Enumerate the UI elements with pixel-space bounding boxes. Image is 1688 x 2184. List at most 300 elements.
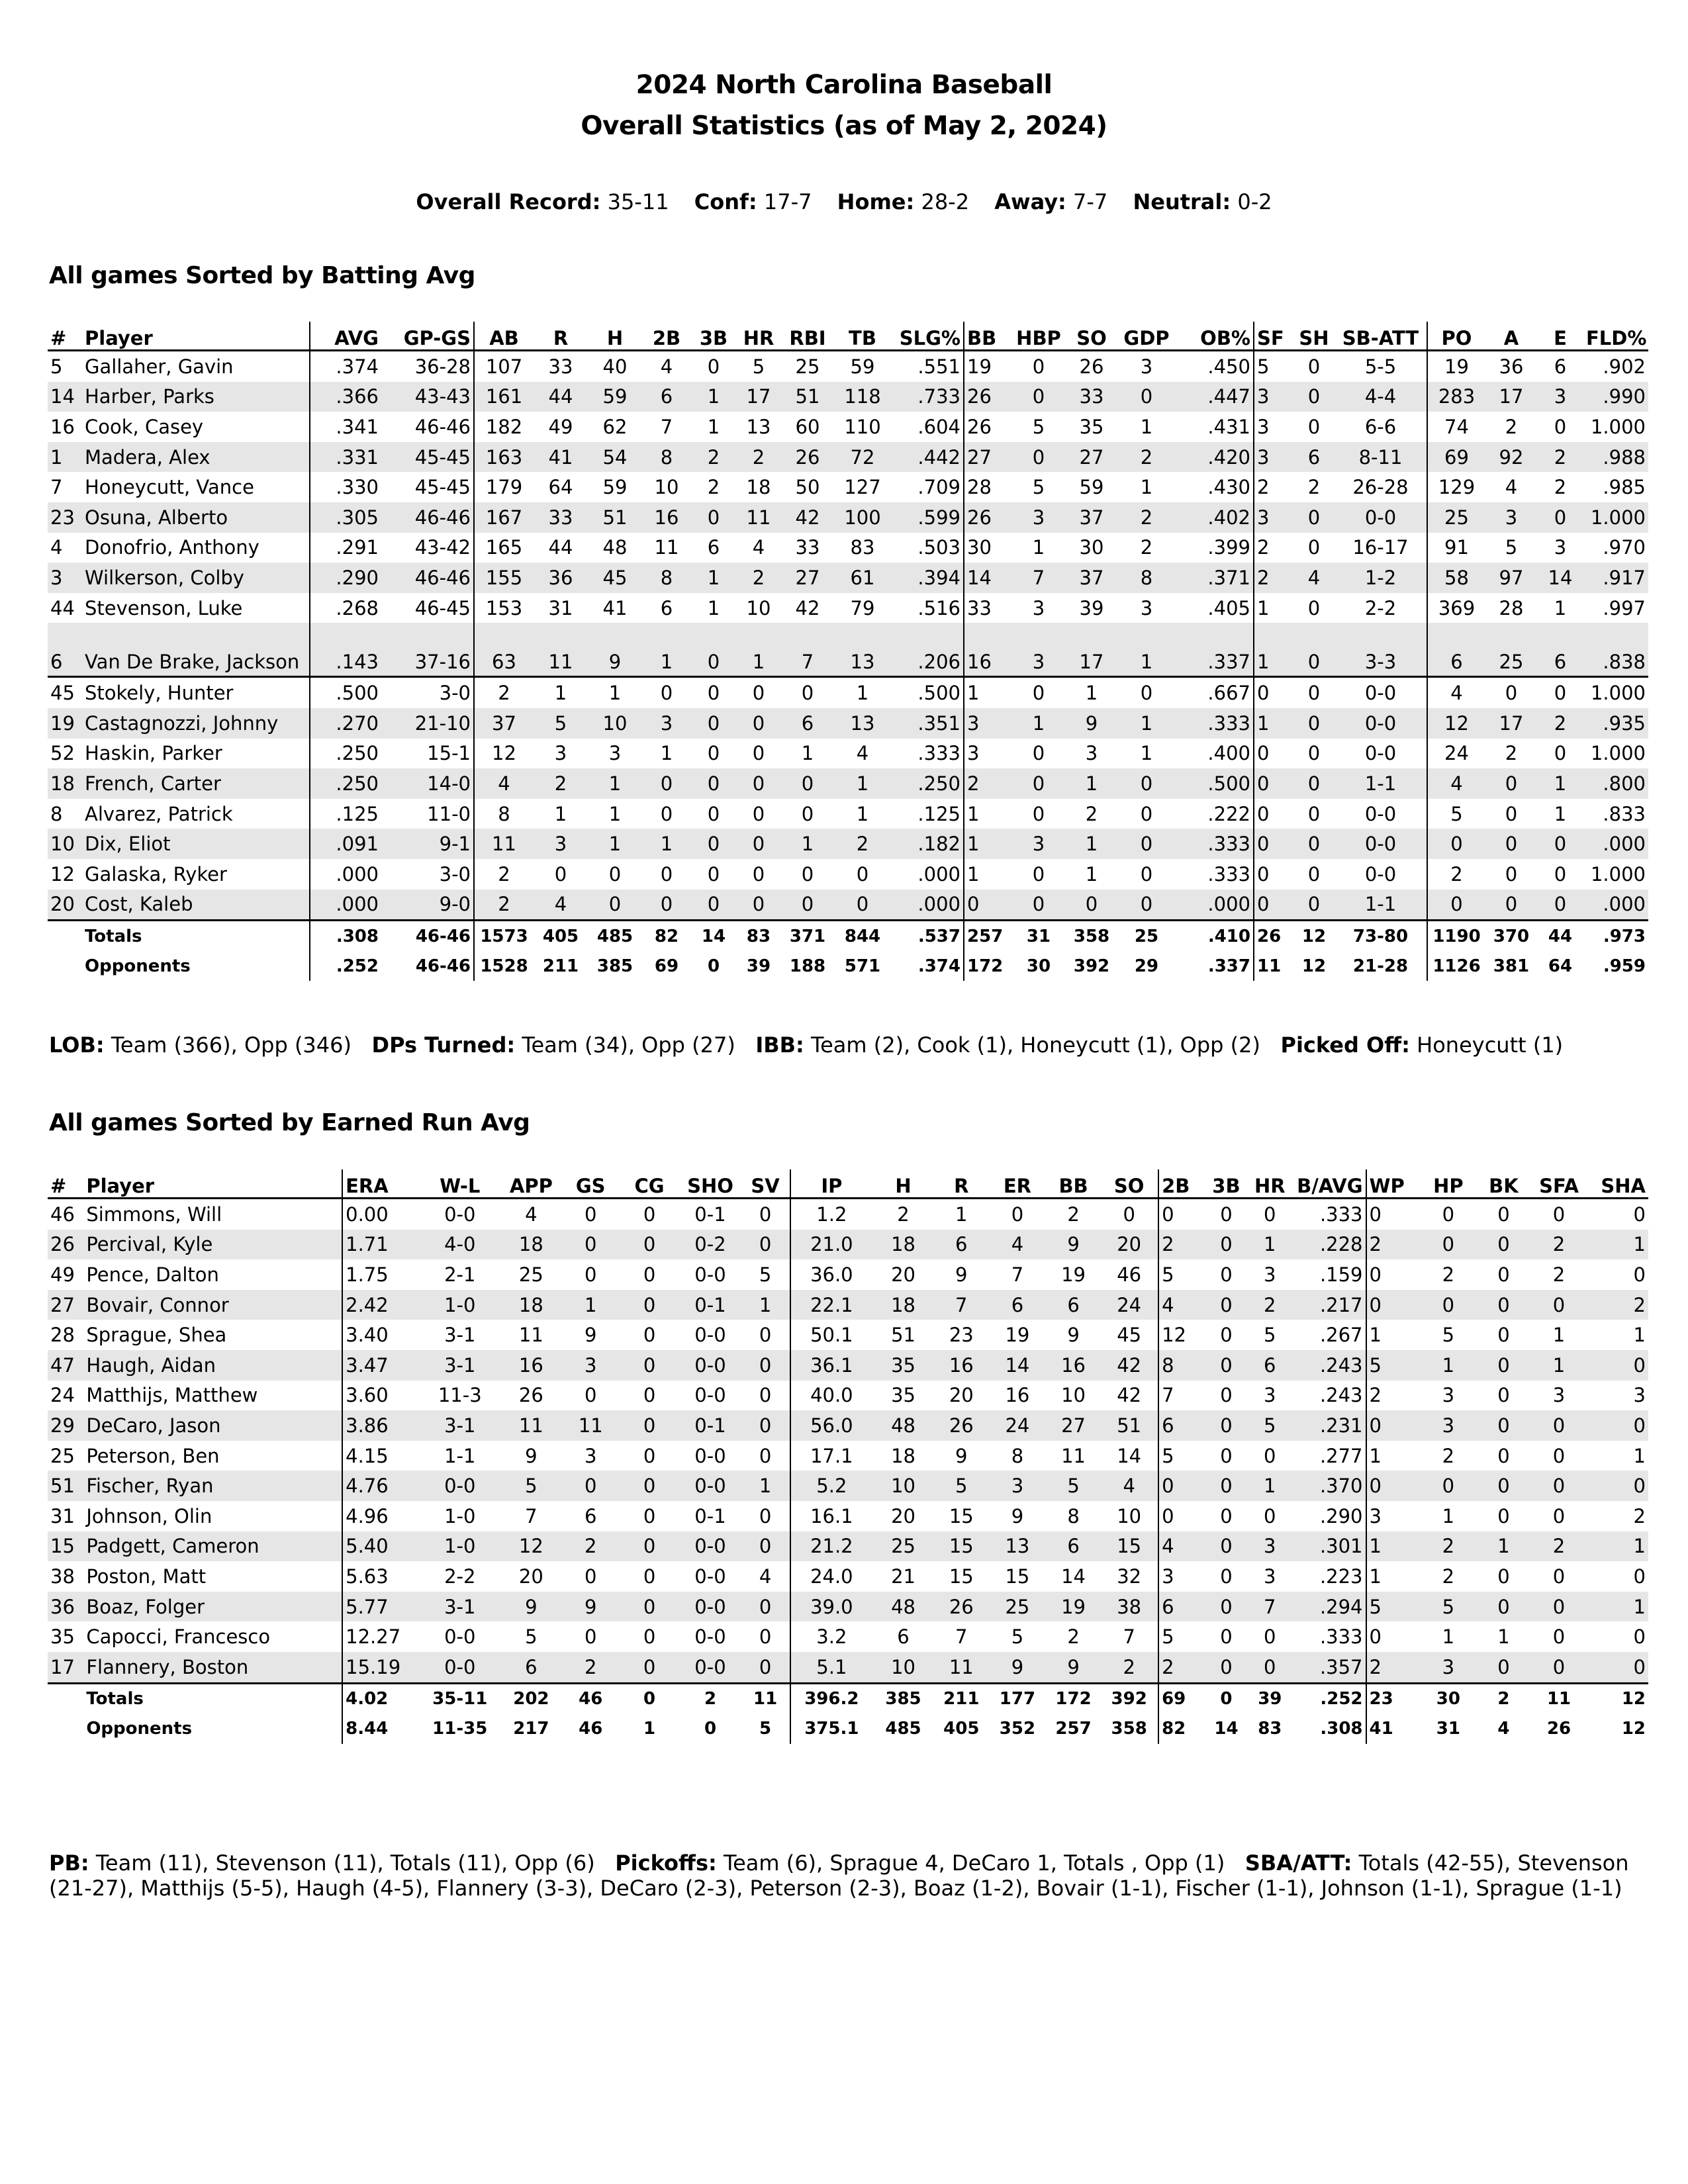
cell-w-l: 11-3 <box>438 1384 482 1407</box>
cell-sf: 2 <box>1254 563 1293 593</box>
cell-gs: 3 <box>585 1444 597 1467</box>
cell-num: 49 <box>50 1263 75 1286</box>
col-header-rbi: RBI <box>781 322 834 351</box>
cell-r: 11 <box>935 1652 989 1683</box>
note-label: DPs Turned: <box>371 1032 516 1058</box>
cell-3b: 14 <box>1214 1719 1239 1739</box>
cell-w-l: 0-0 <box>420 1652 500 1683</box>
cell-sha: 1 <box>1586 1531 1648 1562</box>
cell-bb: 5 <box>1047 1471 1101 1501</box>
cell-h: 48 <box>872 1592 935 1622</box>
cell-sb-att: 1-1 <box>1335 768 1427 799</box>
cell-sfa: 0 <box>1532 1410 1586 1441</box>
cell-w-l: 3-1 <box>420 1592 500 1622</box>
cell-ip: 17.1 <box>790 1441 872 1471</box>
cell-er: 6 <box>988 1290 1047 1320</box>
cell-sf: 3 <box>1254 412 1293 442</box>
cell-sb-att: 1-2 <box>1335 563 1427 593</box>
cell-player: Totals <box>83 1683 342 1714</box>
cell-po: 369 <box>1427 593 1485 623</box>
player-row <box>48 1441 1648 1471</box>
cell-num <box>48 951 82 981</box>
cell-hr: 2 <box>736 442 781 473</box>
cell-r: 405 <box>943 1719 980 1739</box>
cell-cg: 0 <box>619 1471 680 1501</box>
cell-po: 91 <box>1427 533 1485 563</box>
cell-bb: 19 <box>1061 1263 1086 1286</box>
cell-gp-gs: 37-16 <box>381 623 474 677</box>
cell-slgpct: .604 <box>917 415 961 438</box>
cell-er: 9 <box>1011 1504 1024 1527</box>
player-row <box>48 1290 1648 1320</box>
cell-num: 29 <box>48 1410 83 1441</box>
cell-rbi: 0 <box>801 682 814 705</box>
cell-bb: 1 <box>964 799 1013 829</box>
cell-avg: .500 <box>310 677 381 708</box>
cell-ab: 8 <box>474 799 534 829</box>
cell-3b: 1 <box>707 596 720 619</box>
cell-hr: 0 <box>1264 1444 1276 1467</box>
cell-sha: 0 <box>1586 1410 1648 1441</box>
cell-wp: 2 <box>1366 1652 1422 1683</box>
cell-cg: 0 <box>643 1384 656 1407</box>
cell-h: 45 <box>588 563 642 593</box>
cell-er: 4 <box>988 1230 1047 1260</box>
cell-3b: 0 <box>691 623 736 677</box>
cell-hbp: 3 <box>1013 502 1064 533</box>
cell-tb: 79 <box>850 596 875 619</box>
cell-num: 51 <box>48 1471 83 1501</box>
cell-era: 5.40 <box>342 1531 420 1562</box>
cell-gp-gs: 46-45 <box>414 596 471 619</box>
cell-cg: 0 <box>619 1652 680 1683</box>
cell-gdp: 1 <box>1140 476 1153 499</box>
cell-sb-att: 2-2 <box>1364 596 1397 619</box>
cell-era: 1.71 <box>342 1230 420 1260</box>
cell-slgpct: .709 <box>917 476 961 499</box>
cell-fldpct: .959 <box>1603 956 1646 976</box>
cell-bk: 0 <box>1497 1263 1510 1286</box>
cell-b-avg: .217 <box>1291 1290 1366 1320</box>
cell-player: Cost, Kaleb <box>82 889 310 921</box>
cell-h: 59 <box>602 476 628 499</box>
cell-fldpct: .838 <box>1583 623 1648 677</box>
col-header-sha: SHA <box>1586 1169 1648 1199</box>
cell-sfa: 2 <box>1532 1531 1586 1562</box>
player-row <box>48 1350 1648 1381</box>
cell-tb: 61 <box>834 563 891 593</box>
cell-w-l: 1-0 <box>444 1504 476 1527</box>
cell-b-avg: .223 <box>1319 1565 1363 1588</box>
cell-sha: 0 <box>1633 1565 1646 1588</box>
cell-h: 62 <box>602 415 628 438</box>
cell-e: 2 <box>1537 708 1583 739</box>
cell-sv: 0 <box>759 1203 772 1226</box>
cell-3b: 0 <box>707 956 720 976</box>
cell-hbp: 1 <box>1032 536 1045 559</box>
cell-sb-att: 73-80 <box>1335 921 1427 952</box>
cell-hp: 30 <box>1421 1683 1476 1714</box>
cell-po: 58 <box>1427 563 1485 593</box>
cell-player: Donofrio, Anthony <box>85 536 259 559</box>
cell-avg: .250 <box>310 768 381 799</box>
cell-hp: 0 <box>1421 1230 1476 1260</box>
cell-gs: 9 <box>562 1592 619 1622</box>
cell-3b: 0 <box>691 829 736 859</box>
cell-bk: 0 <box>1476 1290 1532 1320</box>
cell-sha: 1 <box>1586 1592 1648 1622</box>
cell-h: 1 <box>588 768 642 799</box>
cell-rbi: 50 <box>795 476 820 499</box>
cell-bb: 19 <box>964 351 1013 382</box>
cell-slgpct: .551 <box>917 355 961 378</box>
cell-sha: 2 <box>1586 1290 1648 1320</box>
cell-sf: 2 <box>1254 533 1293 563</box>
cell-r: 3 <box>554 742 567 765</box>
cell-obpct: .431 <box>1207 415 1250 438</box>
cell-hp: 31 <box>1436 1719 1460 1739</box>
cell-cg: 1 <box>643 1719 656 1739</box>
cell-slgpct: .599 <box>891 502 964 533</box>
cell-bb: 2 <box>1067 1203 1080 1226</box>
cell-3b: 1 <box>691 382 736 412</box>
cell-player: Fischer, Ryan <box>83 1471 342 1501</box>
cell-sho: 2 <box>680 1683 741 1714</box>
cell-sfa: 0 <box>1552 1625 1566 1649</box>
cell-e: 3 <box>1537 382 1583 412</box>
cell-sfa: 0 <box>1552 1444 1566 1467</box>
cell-er: 9 <box>988 1652 1047 1683</box>
cell-a: 36 <box>1499 355 1524 378</box>
cell-3b: 0 <box>1220 1384 1233 1407</box>
cell-ip: 3.2 <box>790 1621 872 1652</box>
cell-sho: 0-0 <box>694 1324 726 1347</box>
cell-cg: 0 <box>643 1565 656 1588</box>
cell-gs: 2 <box>562 1531 619 1562</box>
cell-wp: 0 <box>1366 1410 1422 1441</box>
cell-h: 2 <box>897 1203 910 1226</box>
cell-num: 45 <box>50 682 75 705</box>
cell-avg: .270 <box>310 708 381 739</box>
cell-sv: 4 <box>759 1565 772 1588</box>
cell-h: 25 <box>872 1531 935 1562</box>
cell-hp: 1 <box>1442 1504 1455 1527</box>
cell-r: 23 <box>949 1324 974 1347</box>
cell-h: 0 <box>588 889 642 921</box>
cell-hbp: 0 <box>1013 442 1064 473</box>
cell-num: 44 <box>50 596 75 619</box>
pitching-stats-table <box>48 1169 1648 1744</box>
cell-avg: .305 <box>310 502 381 533</box>
cell-bb: 2 <box>964 768 1013 799</box>
cell-hr: 7 <box>1248 1592 1291 1622</box>
cell-slgpct: .351 <box>891 708 964 739</box>
cell-tb: 844 <box>834 921 891 952</box>
cell-a: 3 <box>1485 502 1537 533</box>
cell-sf: 3 <box>1254 382 1293 412</box>
col-header-cg: CG <box>619 1169 680 1199</box>
cell-ip: 1.2 <box>790 1199 872 1230</box>
cell-gdp: 1 <box>1119 708 1174 739</box>
cell-er: 24 <box>988 1410 1047 1441</box>
cell-sb-att: 1-1 <box>1335 889 1427 921</box>
cell-gs: 11 <box>562 1410 619 1441</box>
cell-app: 7 <box>525 1504 538 1527</box>
cell-rbi: 7 <box>781 623 834 677</box>
cell-player: Matthijs, Matthew <box>86 1384 258 1407</box>
cell-ab: 182 <box>474 412 534 442</box>
cell-gs: 1 <box>562 1290 619 1320</box>
col-header-sh: SH <box>1293 322 1335 351</box>
cell-sf: 0 <box>1254 889 1293 921</box>
cell-2b: 3 <box>642 708 691 739</box>
cell-fldpct: .800 <box>1583 768 1648 799</box>
cell-sho: 0-0 <box>680 1531 741 1562</box>
cell-er: 13 <box>988 1531 1047 1562</box>
cell-e: 14 <box>1537 563 1583 593</box>
player-row <box>48 708 1648 739</box>
cell-er: 19 <box>1005 1324 1030 1347</box>
cell-sv: 5 <box>759 1719 772 1739</box>
cell-hr: 4 <box>752 536 765 559</box>
cell-sfa: 2 <box>1552 1263 1566 1286</box>
cell-a: 17 <box>1485 708 1537 739</box>
cell-sho: 0-1 <box>694 1203 726 1226</box>
cell-player: Simmons, Will <box>86 1203 222 1226</box>
cell-b-avg: .333 <box>1319 1203 1363 1226</box>
cell-hr: 17 <box>736 382 781 412</box>
record-home: Home: 28-2 <box>837 189 970 214</box>
cell-bb: 172 <box>1047 1683 1101 1714</box>
cell-sha: 0 <box>1586 1471 1648 1501</box>
cell-sv: 0 <box>741 1230 790 1260</box>
player-row <box>48 799 1648 829</box>
cell-tb: 13 <box>834 623 891 677</box>
cell-so: 59 <box>1079 476 1104 499</box>
cell-b-avg: .277 <box>1319 1444 1363 1467</box>
player-row <box>48 829 1648 859</box>
cell-player: Bovair, Connor <box>83 1290 342 1320</box>
cell-num <box>48 921 82 952</box>
cell-fldpct: 1.000 <box>1590 862 1646 886</box>
cell-hr: 3 <box>1264 1263 1276 1286</box>
cell-2b: 8 <box>642 563 691 593</box>
cell-app: 4 <box>525 1203 538 1226</box>
note-picked-off <box>1280 1032 1563 1058</box>
cell-slgpct: .537 <box>891 921 964 952</box>
col-header-h: H <box>872 1169 935 1199</box>
cell-player: Poston, Matt <box>86 1565 207 1588</box>
cell-b-avg: .301 <box>1291 1531 1366 1562</box>
cell-num: 4 <box>50 536 63 559</box>
cell-rbi: 51 <box>781 382 834 412</box>
cell-ab: 2 <box>474 889 534 921</box>
cell-tb: 83 <box>850 536 875 559</box>
cell-e: 1 <box>1537 768 1583 799</box>
cell-2b: 4 <box>1158 1531 1204 1562</box>
cell-po: 5 <box>1427 799 1485 829</box>
cell-h: 385 <box>872 1683 935 1714</box>
note-value: Totals (42-55), Stevenson (21-27), Matthijs (5-5), Haugh (4-5), Flannery (3-3), DeCaro (2-3), Peterson (2-3), Boaz (1-2), Bovair (1-1), Fischer (1-1), Johnson (1-1), Sprague (1-1) <box>49 1850 1629 1901</box>
cell-er: 25 <box>988 1592 1047 1622</box>
cell-sh: 0 <box>1307 355 1321 378</box>
cell-w-l: 3-1 <box>420 1410 500 1441</box>
col-header-player: Player <box>82 322 310 351</box>
cell-h: 0 <box>608 862 622 886</box>
team-record-summary <box>0 189 1688 214</box>
cell-r: 44 <box>548 536 573 559</box>
record-away: Away: 7-7 <box>994 189 1108 214</box>
cell-slgpct: .733 <box>891 382 964 412</box>
cell-hr: 1 <box>736 623 781 677</box>
cell-er: 8 <box>1011 1444 1024 1467</box>
cell-sb-att: 0-0 <box>1364 682 1397 705</box>
cell-po: 0 <box>1427 889 1485 921</box>
cell-hr: 2 <box>1248 1290 1291 1320</box>
cell-tb: 100 <box>834 502 891 533</box>
cell-so: 1 <box>1085 862 1098 886</box>
col-header-2b: 2B <box>642 322 691 351</box>
cell-hr: 3 <box>1248 1531 1291 1562</box>
cell-sv: 0 <box>759 1384 772 1407</box>
cell-bk: 0 <box>1497 1565 1510 1588</box>
cell-sh: 0 <box>1307 415 1321 438</box>
cell-er: 5 <box>1011 1625 1024 1649</box>
cell-so: 15 <box>1100 1531 1158 1562</box>
cell-app: 16 <box>500 1350 562 1381</box>
cell-e: 0 <box>1537 889 1583 921</box>
note-label: PB: <box>49 1850 89 1876</box>
cell-slgpct: .206 <box>891 623 964 677</box>
cell-2b: 0 <box>660 862 673 886</box>
cell-slgpct: .125 <box>917 802 961 825</box>
player-row <box>48 889 1648 921</box>
cell-e: 0 <box>1554 415 1567 438</box>
cell-so: 358 <box>1111 1719 1147 1739</box>
col-header-r: R <box>935 1169 989 1199</box>
cell-e: 6 <box>1554 355 1567 378</box>
cell-obpct: .667 <box>1207 682 1250 705</box>
cell-so: 392 <box>1073 956 1110 976</box>
cell-sh: 0 <box>1307 802 1321 825</box>
cell-hp: 2 <box>1442 1444 1455 1467</box>
cell-sfa: 0 <box>1552 1565 1566 1588</box>
cell-obpct: .405 <box>1207 596 1250 619</box>
cell-3b: 0 <box>691 502 736 533</box>
cell-b-avg: .370 <box>1291 1471 1366 1501</box>
cell-h: 485 <box>588 921 642 952</box>
cell-sho: 0-1 <box>680 1290 741 1320</box>
cell-bb: 14 <box>964 563 1013 593</box>
cell-gdp: 3 <box>1140 596 1153 619</box>
cell-r: 405 <box>534 921 588 952</box>
cell-gs: 0 <box>585 1384 597 1407</box>
cell-hr: 1 <box>1248 1471 1291 1501</box>
cell-so: 4 <box>1100 1471 1158 1501</box>
cell-slgpct: .516 <box>917 596 961 619</box>
cell-ip: 16.1 <box>790 1501 872 1531</box>
cell-3b: 0 <box>1204 1410 1248 1441</box>
cell-hbp: 5 <box>1032 476 1045 499</box>
cell-rbi: 60 <box>795 415 820 438</box>
cell-w-l: 1-0 <box>420 1531 500 1562</box>
cell-r: 41 <box>534 442 588 473</box>
record-overall: Overall Record: 35-11 <box>416 189 669 214</box>
cell-sh: 6 <box>1293 442 1335 473</box>
cell-gs: 0 <box>585 1263 597 1286</box>
cell-sv: 0 <box>741 1531 790 1562</box>
cell-h: 18 <box>872 1290 935 1320</box>
cell-po: 4 <box>1427 768 1485 799</box>
col-header-app: APP <box>500 1169 562 1199</box>
cell-num: 1 <box>48 442 82 473</box>
cell-gs: 0 <box>585 1625 597 1649</box>
cell-w-l: 3-1 <box>420 1350 500 1381</box>
col-header-sho: SHO <box>680 1169 741 1199</box>
cell-sho: 0-0 <box>694 1565 726 1588</box>
player-row <box>48 442 1648 473</box>
player-row <box>48 593 1648 623</box>
cell-tb: 1 <box>856 802 869 825</box>
cell-obpct: .371 <box>1174 563 1254 593</box>
cell-so: 42 <box>1117 1384 1142 1407</box>
cell-player: Padgett, Cameron <box>83 1531 342 1562</box>
cell-avg: .125 <box>310 799 381 829</box>
cell-era: 3.60 <box>342 1381 420 1411</box>
cell-h: 18 <box>872 1230 935 1260</box>
cell-po: 12 <box>1427 708 1485 739</box>
cell-r: 7 <box>955 1625 968 1649</box>
cell-gs: 0 <box>562 1471 619 1501</box>
cell-so: 392 <box>1100 1683 1158 1714</box>
cell-h: 35 <box>891 1384 915 1407</box>
cell-wp: 3 <box>1366 1501 1422 1531</box>
cell-bb: 26 <box>964 382 1013 412</box>
cell-hr: 0 <box>1264 1504 1276 1527</box>
cell-sv: 11 <box>741 1683 790 1714</box>
cell-sh: 12 <box>1293 921 1335 952</box>
cell-bb: 30 <box>964 533 1013 563</box>
note-label: Picked Off: <box>1280 1032 1410 1058</box>
cell-player: Sprague, Shea <box>86 1324 227 1347</box>
cell-sho: 0-2 <box>680 1230 741 1260</box>
cell-r: 5 <box>534 708 588 739</box>
cell-r: 33 <box>548 355 573 378</box>
note-lob <box>49 1032 352 1058</box>
cell-num: 18 <box>48 768 82 799</box>
col-header-hr: HR <box>1248 1169 1291 1199</box>
cell-b-avg: .333 <box>1319 1625 1363 1649</box>
note-pb <box>49 1850 595 1876</box>
cell-bb: 16 <box>1047 1350 1101 1381</box>
cell-3b: 6 <box>707 536 720 559</box>
cell-hr: 5 <box>1248 1410 1291 1441</box>
player-row <box>48 1531 1648 1562</box>
cell-sv: 5 <box>759 1263 772 1286</box>
cell-hbp: 7 <box>1013 563 1064 593</box>
cell-sha: 0 <box>1633 1203 1646 1226</box>
cell-w-l: 35-11 <box>420 1683 500 1714</box>
note-value: Team (2), Cook (1), Honeycutt (1), Opp (2) <box>804 1032 1260 1058</box>
cell-w-l: 2-2 <box>444 1565 476 1588</box>
player-row <box>48 472 1648 502</box>
cell-ip: 56.0 <box>790 1410 872 1441</box>
cell-wp: 0 <box>1366 1471 1422 1501</box>
cell-3b: 0 <box>707 742 720 765</box>
cell-h: 20 <box>891 1263 915 1286</box>
cell-2b: 82 <box>642 921 691 952</box>
col-header-bk: BK <box>1476 1169 1532 1199</box>
